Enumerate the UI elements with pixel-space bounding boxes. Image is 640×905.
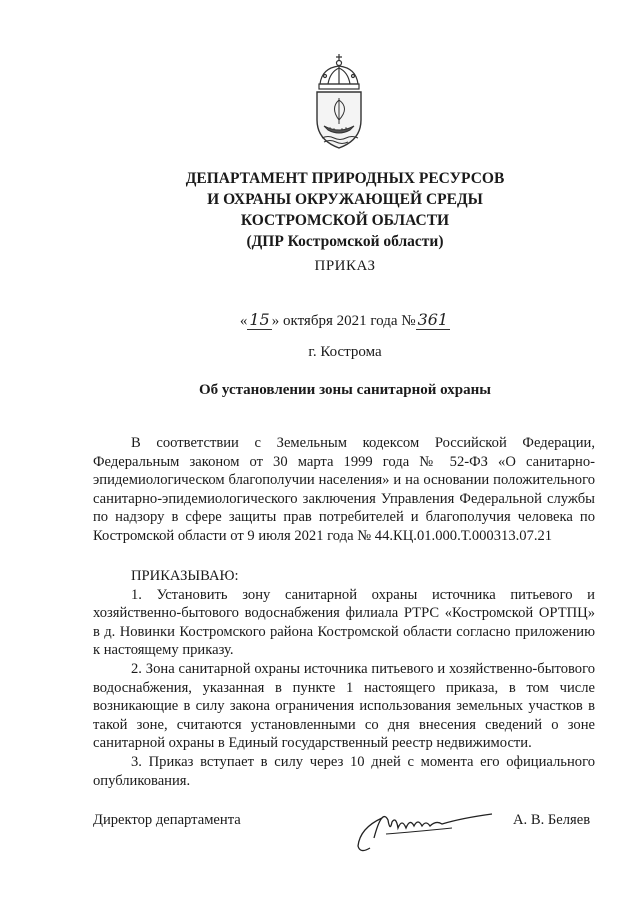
date-line <box>90 310 600 330</box>
header-line-2: И ОХРАНЫ ОКРУЖАЮЩЕЙ СРЕДЫ <box>207 191 483 208</box>
signatory-title: Директор департамента <box>93 812 241 828</box>
month-year: октября 2021 года № <box>279 313 416 329</box>
coat-of-arms-icon <box>308 50 370 152</box>
preamble-block <box>93 434 595 546</box>
order-item-2: 2. Зона санитарной охраны источника питьевого и хозяйственно-бытового водоснабжения, указанная в пункте 1 настоящего приказа, в том числе возникающие в силу закона ограничения использования земельных участков в такой зоне, считаются установленными со дня внесения сведений о зоне санитарной охраны в Единый государственный реестр недвижимости. <box>93 660 595 752</box>
department-header <box>90 168 600 252</box>
order-item-3: 3. Приказ вступает в силу через 10 дней с момента его официального опубликования. <box>93 753 595 789</box>
order-word: ПРИКАЗЫВАЮ: <box>131 568 239 584</box>
order-block <box>93 567 595 790</box>
header-line-1: ДЕПАРТАМЕНТ ПРИРОДНЫХ РЕСУРСОВ <box>185 170 505 187</box>
signatory-name: А. В. Беляев <box>513 812 591 828</box>
preamble-text: В соответствии с Земельным кодексом Российской Федерации, Федеральным законом от 30 марта 1999 года № 52-ФЗ «О санитарно-эпидемиологическом благополучии населения» и на основании положительного санитарно-эпидемиологического заключения Управления Федеральной службы по надзору в сфере защиты прав потребителей и благополучия человека по Костромской области от 9 июля 2021 года № 44.КЦ.01.000.Т.000313.07.21 <box>93 435 595 544</box>
handwritten-day: 15 <box>249 310 270 329</box>
header-line-4: (ДПР Костромской области) <box>246 233 444 250</box>
signature-icon <box>352 798 502 858</box>
document-type: ПРИКАЗ <box>314 258 376 274</box>
open-quote: « <box>239 313 248 329</box>
order-item-1: 1. Установить зону санитарной охраны источника питьевого и хозяйственно-бытового водоснабжения филиала РТРС «Костромской ОРТПЦ» в д. Новинки Костромского района Костромской области согласно приложению к настоящему приказу. <box>93 586 595 659</box>
header-line-3: КОСТРОМСКОЙ ОБЛАСТИ <box>240 212 450 229</box>
city: г. Кострома <box>308 344 382 360</box>
handwritten-number: 361 <box>417 310 449 329</box>
close-quote: » <box>271 313 280 329</box>
document-subject: Об установлении зоны санитарной охраны <box>198 382 491 398</box>
